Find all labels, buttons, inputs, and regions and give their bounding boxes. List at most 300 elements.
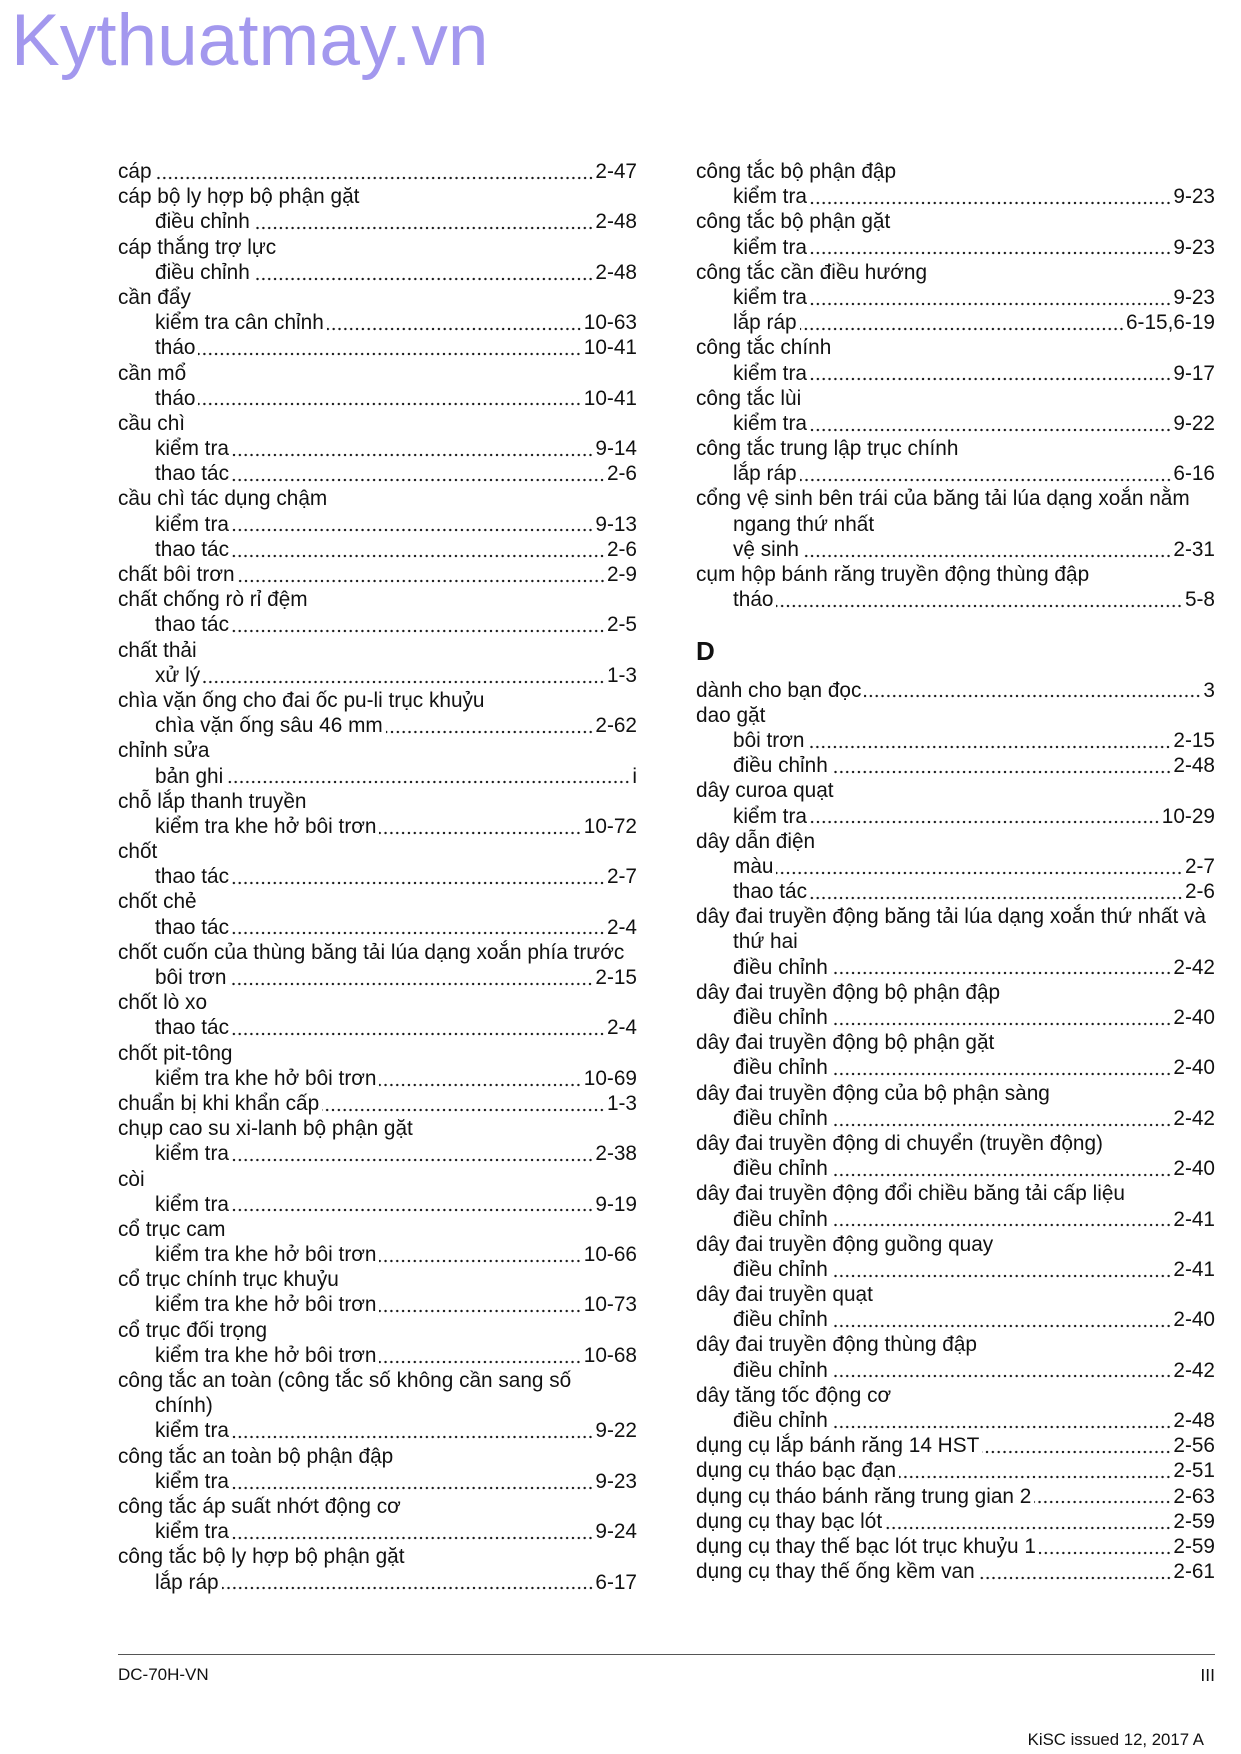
index-entry	[118, 839, 637, 864]
entry-term: dụng cụ thay bạc lót	[696, 1509, 883, 1533]
subentry-term: điều chỉnh	[155, 210, 250, 234]
index-entry	[696, 678, 1215, 703]
subentry-term: kiểm tra	[155, 512, 229, 536]
entry-term: dây curoa quạt	[696, 779, 834, 803]
entry-term: chính)	[155, 1394, 213, 1418]
page-reference: 2-63	[1173, 1484, 1215, 1508]
index-entry	[118, 562, 637, 587]
page-reference: 10-69	[583, 1066, 637, 1090]
index-subentry	[118, 335, 637, 360]
index-subentry	[118, 512, 637, 537]
index-entry	[118, 159, 637, 184]
index-subentry	[118, 864, 637, 889]
entry-term: chốt lò xo	[118, 991, 208, 1015]
index-subentry	[118, 1015, 637, 1040]
dot-leader	[222, 1586, 594, 1590]
index-subentry	[696, 1257, 1215, 1282]
index-entry	[118, 738, 637, 763]
entry-term: cổ trục đối trọng	[118, 1318, 268, 1342]
dot-leader	[810, 428, 1171, 432]
index-entry	[696, 335, 1215, 360]
index-subentry	[696, 1307, 1215, 1332]
entry-term: dây đai truyền quạt	[696, 1283, 873, 1307]
index-entry	[696, 1458, 1215, 1483]
entry-term: chỉnh sửa	[118, 739, 210, 763]
page-reference: 2-7	[606, 865, 637, 889]
entry-term: còi	[118, 1167, 145, 1191]
subentry-term: kiểm tra khe hở bôi trơn	[155, 814, 377, 838]
dot-leader	[810, 201, 1171, 205]
subentry-term: thao tác	[733, 880, 807, 904]
index-entry	[696, 1131, 1215, 1156]
page-reference: 10-63	[583, 311, 637, 335]
page-reference: 10-41	[583, 386, 637, 410]
page-reference: 9-24	[595, 1520, 637, 1544]
index-subentry	[696, 184, 1215, 209]
subentry-term: bôi trơn	[733, 728, 805, 752]
dot-leader	[379, 831, 581, 835]
entry-term: dụng cụ tháo bạc đạn	[696, 1459, 897, 1483]
index-entry-continuation	[696, 929, 1215, 954]
page-reference: 2-40	[1173, 1006, 1215, 1029]
page-reference: 9-19	[595, 1192, 637, 1216]
index-entry	[118, 184, 637, 209]
index-entry	[118, 361, 637, 386]
index-subentry	[118, 612, 637, 637]
dot-leader	[831, 1374, 1172, 1378]
subentry-term: điều chỉnh	[733, 1006, 828, 1029]
entry-term: thứ hai	[733, 930, 798, 954]
dot-leader	[232, 1536, 593, 1540]
index-entry	[696, 260, 1215, 285]
subentry-term: thao tác	[155, 462, 229, 486]
index-entry	[696, 703, 1215, 728]
page-reference: 2-61	[1173, 1560, 1215, 1584]
subentry-term: kiểm tra	[155, 1520, 229, 1544]
index-subentry	[118, 965, 637, 990]
page-reference: 2-62	[595, 714, 637, 738]
entry-term: dây đai truyền động di chuyển (truyền động)	[696, 1131, 1103, 1155]
index-entry	[118, 486, 637, 511]
subentry-term: thao tác	[155, 613, 229, 637]
dot-leader	[238, 579, 605, 583]
index-entry	[118, 1318, 637, 1343]
entry-term: dây đai truyền động đổi chiều băng tải cấp liệu	[696, 1182, 1125, 1206]
subentry-term: kiểm tra khe hở bôi trơn	[155, 1293, 377, 1317]
subentry-term: kiểm tra	[733, 361, 807, 385]
index-entry	[696, 1484, 1215, 1509]
page-reference: 9-23	[1173, 285, 1215, 309]
entry-term: chốt pit-tông	[118, 1041, 233, 1065]
index-subentry	[118, 1418, 637, 1443]
page-reference: 2-15	[595, 966, 637, 989]
entry-term: công tắc chính	[696, 336, 832, 360]
page-reference: 2-6	[606, 537, 637, 561]
entry-term: cổng vệ sinh bên trái của băng tải lúa dạng xoắn nằm	[696, 487, 1190, 511]
entry-term: chất thải	[118, 638, 197, 662]
index-subentry	[118, 663, 637, 688]
dot-leader	[831, 1223, 1172, 1227]
entry-term: chỗ lắp thanh truyền	[118, 789, 307, 813]
entry-term: công tắc bộ phận gặt	[696, 210, 891, 234]
index-entry	[696, 1081, 1215, 1106]
entry-term: chốt	[118, 840, 158, 864]
index-subentry	[118, 310, 637, 335]
entry-term: cáp bộ ly hợp bộ phận gặt	[118, 185, 360, 209]
index-entry	[118, 638, 637, 663]
subentry-term: kiểm tra	[733, 285, 807, 309]
index-entry	[696, 829, 1215, 854]
entry-term: công tắc an toàn bộ phận đập	[118, 1444, 394, 1468]
page-reference: 10-66	[583, 1243, 637, 1267]
entry-term: công tắc cần điều hướng	[696, 260, 928, 284]
index-subentry	[696, 728, 1215, 753]
subentry-term: bản ghi	[155, 764, 224, 788]
dot-leader	[810, 302, 1171, 306]
page-reference: 10-73	[583, 1293, 637, 1317]
subentry-term: điều chỉnh	[733, 1257, 828, 1281]
entry-term: dụng cụ thay thế ống kềm van	[696, 1560, 975, 1584]
index-subentry	[118, 764, 637, 789]
dot-leader	[1034, 1500, 1171, 1504]
dot-leader	[232, 1435, 593, 1439]
dot-leader	[379, 1083, 581, 1087]
subentry-term: vệ sinh	[733, 537, 799, 561]
entry-term: công tắc áp suất nhớt động cơ	[118, 1494, 401, 1518]
dot-leader	[1039, 1551, 1171, 1555]
entry-term: cáp thắng trợ lực	[118, 235, 277, 259]
subentry-term: điều chỉnh	[733, 1056, 828, 1080]
dot-leader	[885, 1526, 1171, 1530]
index-subentry	[118, 1519, 637, 1544]
index-subentry	[118, 1570, 637, 1595]
page-reference: 6-17	[595, 1570, 637, 1594]
page-reference: 2-56	[1173, 1434, 1215, 1458]
subentry-term: kiểm tra	[155, 1142, 229, 1166]
index-entry	[118, 1444, 637, 1469]
index-column-right	[696, 159, 1215, 1584]
index-column-left	[118, 159, 637, 1595]
page-reference: 9-23	[595, 1469, 637, 1493]
page-reference: 2-7	[1184, 854, 1215, 878]
entry-term: dây đai truyền động bộ phận đập	[696, 980, 1001, 1004]
subentry-term: điều chỉnh	[733, 754, 828, 778]
page-reference: 1-3	[606, 1091, 637, 1115]
subentry-term: lắp ráp	[733, 462, 797, 486]
issue-note: KiSC issued 12, 2017 A	[1027, 1730, 1204, 1749]
index-subentry	[118, 1192, 637, 1217]
dot-leader	[198, 352, 581, 356]
subentry-term: kiểm tra	[733, 804, 807, 828]
index-subentry	[118, 209, 637, 234]
index-subentry	[118, 915, 637, 940]
index-entry	[118, 940, 637, 965]
index-subentry	[696, 1408, 1215, 1433]
page-reference: 2-42	[1173, 1358, 1215, 1382]
index-subentry	[696, 1358, 1215, 1383]
dot-leader	[831, 1425, 1172, 1429]
subentry-term: tháo	[733, 588, 774, 612]
entry-term: cầu chì tác dụng chậm	[118, 487, 328, 511]
dot-leader	[800, 327, 1124, 331]
subentry-term: tháo	[155, 386, 196, 410]
index-subentry	[696, 1055, 1215, 1080]
dot-leader	[379, 1309, 581, 1313]
page-reference: 5-8	[1184, 588, 1215, 612]
entry-term: cầu chì	[118, 411, 186, 435]
page-reference: 2-38	[595, 1142, 637, 1166]
subentry-term: kiểm tra	[733, 411, 807, 435]
index-subentry	[696, 1005, 1215, 1030]
index-subentry	[696, 1106, 1215, 1131]
dot-leader	[232, 1158, 593, 1162]
entry-term: chìa vặn ống cho đai ốc pu-li trục khuỷu	[118, 688, 485, 712]
page-reference: 2-4	[606, 915, 637, 939]
page-reference: 2-47	[595, 160, 637, 183]
dot-leader	[203, 680, 605, 684]
entry-term: dây đai truyền động băng tải lúa dạng xoắn thứ nhất và	[696, 905, 1206, 929]
index-entry	[696, 486, 1215, 511]
dot-leader	[322, 1108, 605, 1112]
page-reference: 6-16	[1173, 462, 1215, 486]
dot-leader	[327, 327, 582, 331]
dot-leader	[831, 1173, 1172, 1177]
subentry-term: thao tác	[155, 537, 229, 561]
page-reference: 2-31	[1173, 537, 1215, 561]
index-entry	[118, 889, 637, 914]
index-subentry	[696, 285, 1215, 310]
index-subentry	[696, 1207, 1215, 1232]
dot-leader	[807, 745, 1171, 749]
watermark-text: Kythuatmay.vn	[11, 0, 489, 81]
entry-term: công tắc trung lập trục chính	[696, 437, 959, 461]
entry-term: công tắc bộ phận đập	[696, 160, 897, 183]
subentry-term: kiểm tra khe hở bôi trơn	[155, 1243, 377, 1267]
page-reference: 2-48	[595, 260, 637, 284]
index-entry	[118, 1544, 637, 1569]
dot-leader	[831, 1072, 1172, 1076]
entry-term: dây tăng tốc động cơ	[696, 1383, 892, 1407]
page-reference: 2-40	[1173, 1056, 1215, 1080]
index-subentry	[696, 461, 1215, 486]
dot-leader	[802, 554, 1171, 558]
index-subentry	[696, 411, 1215, 436]
subentry-term: điều chỉnh	[733, 1207, 828, 1231]
index-subentry	[118, 1292, 637, 1317]
index-entry	[696, 386, 1215, 411]
page-reference: 2-6	[1184, 880, 1215, 904]
subentry-term: thao tác	[155, 865, 229, 889]
index-entry-continuation	[696, 512, 1215, 537]
index-entry	[696, 436, 1215, 461]
subentry-term: màu	[733, 854, 774, 878]
page-reference: 10-29	[1161, 804, 1215, 828]
subentry-term: điều chỉnh	[733, 1308, 828, 1332]
index-subentry	[118, 1141, 637, 1166]
index-entry	[696, 209, 1215, 234]
entry-term: chuẩn bị khi khẩn cấp	[118, 1091, 320, 1115]
entry-term: cổ trục cam	[118, 1217, 226, 1241]
index-subentry	[118, 260, 637, 285]
index-subentry	[696, 804, 1215, 829]
dot-leader	[232, 1032, 605, 1036]
dot-leader	[379, 1259, 581, 1263]
entry-term: cụm hộp bánh răng truyền động thùng đập	[696, 563, 1090, 586]
index-subentry	[118, 814, 637, 839]
page-reference: 2-5	[606, 613, 637, 637]
dot-leader	[831, 770, 1172, 774]
index-subentry	[696, 1156, 1215, 1181]
document-code: DC-70H-VN	[118, 1665, 209, 1684]
entry-term: dây đai truyền động guồng quay	[696, 1232, 994, 1256]
dot-leader	[232, 1486, 593, 1490]
index-entry	[696, 1030, 1215, 1055]
dot-leader	[379, 1360, 581, 1364]
index-entry	[696, 1332, 1215, 1357]
page-reference: 9-13	[595, 512, 637, 536]
index-subentry	[696, 753, 1215, 778]
index-entry	[118, 1368, 637, 1393]
index-subentry	[696, 587, 1215, 612]
subentry-term: điều chỉnh	[733, 1409, 828, 1432]
index-subentry	[118, 713, 637, 738]
index-subentry	[118, 386, 637, 411]
subentry-term: điều chỉnh	[733, 1358, 828, 1382]
subentry-term: kiểm tra	[155, 437, 229, 461]
index-entry	[696, 159, 1215, 184]
entry-term: dây dẫn điện	[696, 829, 816, 853]
dot-leader	[982, 1450, 1171, 1454]
page-reference: 2-59	[1173, 1509, 1215, 1533]
index-entry	[696, 980, 1215, 1005]
subentry-term: kiểm tra	[155, 1419, 229, 1443]
footer-divider	[118, 1654, 1215, 1655]
dot-leader	[232, 931, 605, 935]
page-reference: 10-41	[583, 336, 637, 360]
entry-term: chụp cao su xi-lanh bộ phận gặt	[118, 1117, 413, 1141]
dot-leader	[155, 176, 594, 180]
page-reference: 9-17	[1173, 361, 1215, 385]
index-subentry	[696, 361, 1215, 386]
entry-term: dây đai truyền động bộ phận gặt	[696, 1031, 995, 1055]
subentry-term: điều chỉnh	[733, 955, 828, 979]
dot-leader	[831, 1022, 1172, 1026]
subentry-term: điều chỉnh	[733, 1157, 828, 1181]
page-reference: 2-4	[606, 1016, 637, 1040]
dot-leader	[226, 780, 630, 784]
index-entry	[118, 990, 637, 1015]
entry-term: chốt cuốn của thùng băng tải lúa dạng xoắn phía trước	[118, 940, 625, 964]
dot-leader	[386, 730, 594, 734]
subentry-term: tháo	[155, 336, 196, 360]
entry-term: chất chống rò rỉ đệm	[118, 588, 308, 612]
dot-leader	[253, 277, 594, 281]
index-subentry	[696, 879, 1215, 904]
page-reference: 2-41	[1173, 1207, 1215, 1231]
dot-leader	[831, 971, 1172, 975]
page-reference: 1-3	[606, 663, 637, 687]
dot-leader	[899, 1475, 1171, 1479]
dot-leader	[810, 896, 1183, 900]
dot-leader	[800, 478, 1172, 482]
index-entry	[696, 1534, 1215, 1559]
page-reference: 2-48	[595, 210, 637, 234]
page-reference: 2-6	[606, 462, 637, 486]
dot-leader	[810, 251, 1171, 255]
index-entry	[118, 1217, 637, 1242]
subentry-term: thao tác	[155, 1016, 229, 1040]
dot-leader	[232, 478, 605, 482]
dot-leader	[232, 629, 605, 633]
index-entry	[696, 1232, 1215, 1257]
page-reference: 2-59	[1173, 1534, 1215, 1558]
subentry-term: kiểm tra	[733, 185, 807, 209]
entry-term: dây đai truyền động của bộ phận sàng	[696, 1081, 1050, 1105]
index-entry	[118, 789, 637, 814]
dot-leader	[232, 1208, 593, 1212]
index-entry	[696, 1509, 1215, 1534]
page-reference: 9-23	[1173, 185, 1215, 209]
dot-leader	[776, 871, 1182, 875]
page-reference: 2-51	[1173, 1459, 1215, 1483]
subentry-term: xử lý	[155, 663, 201, 687]
entry-term: dụng cụ lắp bánh răng 14 HST	[696, 1434, 980, 1458]
index-entry	[696, 1559, 1215, 1584]
page-reference: 10-68	[583, 1343, 637, 1367]
index-entry	[118, 1494, 637, 1519]
page-reference: 2-9	[606, 563, 637, 586]
page-reference: 9-14	[595, 437, 637, 461]
index-entry	[696, 1433, 1215, 1458]
index-subentry	[118, 1242, 637, 1267]
subentry-term: điều chỉnh	[733, 1106, 828, 1130]
entry-term: dây đai truyền động thùng đập	[696, 1333, 977, 1357]
dot-leader	[253, 226, 594, 230]
index-subentry	[696, 537, 1215, 562]
subentry-term: thao tác	[155, 915, 229, 939]
subentry-term: chìa vặn ống sâu 46 mm	[155, 714, 383, 738]
index-entry	[118, 411, 637, 436]
entry-term: dao gặt	[696, 703, 766, 727]
entry-term: dụng cụ thay thế bạc lót trục khuỷu 1	[696, 1534, 1036, 1558]
page-reference: 9-22	[1173, 411, 1215, 435]
index-subentry	[696, 235, 1215, 260]
dot-leader	[831, 1324, 1172, 1328]
entry-term: ngang thứ nhất	[733, 512, 875, 536]
index-subentry	[118, 461, 637, 486]
index-subentry	[696, 955, 1215, 980]
subentry-term: kiểm tra	[155, 1192, 229, 1216]
index-subentry	[696, 310, 1215, 335]
index-entry	[696, 1181, 1215, 1206]
entry-term: chất bôi trơn	[118, 563, 235, 586]
subentry-term: lắp ráp	[155, 1570, 219, 1594]
index-entry	[696, 904, 1215, 929]
dot-leader	[978, 1576, 1172, 1580]
index-entry	[118, 1267, 637, 1292]
index-entry	[696, 778, 1215, 803]
page-reference: 10-72	[583, 814, 637, 838]
dot-leader	[232, 554, 605, 558]
dot-leader	[232, 528, 593, 532]
entry-term: cần đẩy	[118, 285, 191, 309]
entry-term: dụng cụ tháo bánh răng trung gian 2	[696, 1484, 1032, 1508]
subentry-term: kiểm tra	[733, 235, 807, 259]
index-letter-heading: D	[696, 635, 715, 666]
entry-term: cáp	[118, 160, 152, 183]
entry-term: công tắc an toàn (công tắc số không cần sang số	[118, 1369, 572, 1392]
dot-leader	[831, 1123, 1172, 1127]
